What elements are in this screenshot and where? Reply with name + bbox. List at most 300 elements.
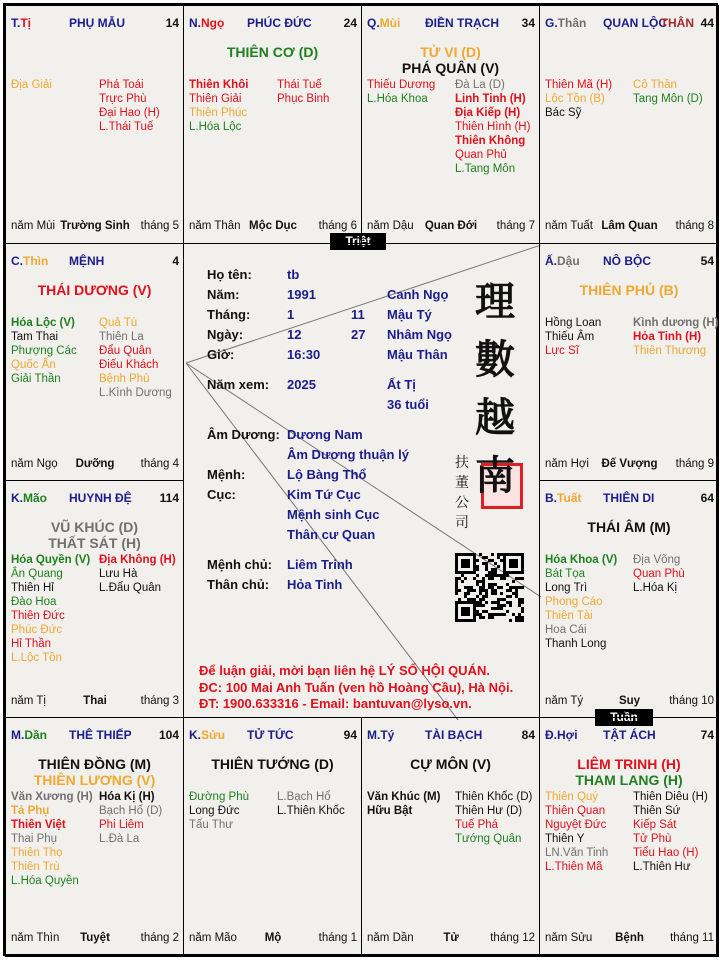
palace-tu-tuc[interactable] — [183, 717, 362, 957]
palace-footer — [545, 220, 714, 232]
palace-name: TÀI BẠCH — [425, 728, 483, 742]
stem-label: G. — [545, 16, 558, 30]
palace-name: THIÊN DI — [603, 491, 655, 505]
minor-star: Thiên Tài — [545, 610, 593, 622]
year-label: năm Tị — [11, 695, 46, 707]
minor-star: L.Hóa Quyền — [11, 875, 79, 887]
main-stars — [540, 282, 718, 298]
minor-stars-left — [11, 790, 93, 888]
minor-star: Bạch Hổ (D) — [99, 805, 163, 817]
palace-footer — [11, 458, 179, 470]
palace-no-boc[interactable] — [539, 243, 719, 481]
minor-star: Bát Tọa — [545, 568, 586, 580]
minor-star: Hóa Quyền (V) — [11, 554, 91, 566]
cuc-value: Kim Tứ Cục — [287, 487, 361, 502]
year-label: Năm: — [207, 287, 240, 302]
minor-star: Phong Cáo — [545, 596, 603, 608]
minor-star: Đường Phù — [189, 791, 249, 803]
hour-value: 16:30 — [287, 347, 321, 362]
minor-star: Thiên Quý — [545, 791, 599, 803]
branch-label: Thìn — [23, 254, 49, 268]
branch-label: Ngọ — [201, 16, 225, 30]
minor-star: L.Hóa Kị — [633, 582, 678, 594]
day-value: 12 — [287, 327, 302, 342]
minor-star: Thiên Diêu (H) — [633, 791, 708, 803]
minor-star: Quan Phủ — [455, 149, 507, 161]
minor-star: Đại Hao (H) — [99, 107, 160, 119]
year-label: năm Thân — [189, 220, 241, 232]
minor-star: Đào Hoa — [11, 596, 57, 608]
minor-stars-right — [633, 316, 718, 358]
minor-star: Nguyệt Đức — [545, 819, 607, 831]
palace-footer — [11, 220, 179, 232]
calligraphy-char: 理 — [475, 278, 515, 325]
minor-star: Phá Toái — [99, 79, 144, 91]
minor-star: Thiên Khốc (D) — [455, 791, 533, 803]
minor-star: LN.Văn Tinh — [545, 847, 609, 859]
age-number: 24 — [343, 16, 357, 30]
minor-star: Thanh Long — [545, 638, 607, 650]
palace-name: ĐIỀN TRẠCH — [425, 16, 499, 30]
minor-stars-left — [545, 316, 601, 358]
hour-label: Giờ: — [207, 347, 235, 362]
minor-star: Tử Phù — [633, 833, 672, 845]
palace-header — [545, 728, 714, 744]
calligraphy-small-char: 董 — [455, 475, 469, 491]
stem-label: C. — [11, 254, 23, 268]
branch-label: Tị — [20, 16, 32, 30]
minor-star: L.Hóa Lộc — [189, 121, 242, 133]
palace-footer — [11, 932, 179, 944]
minor-stars-left — [189, 790, 249, 832]
minor-stars-left — [11, 553, 90, 665]
minor-star: Hỉ Thần — [11, 638, 52, 650]
palace-header — [11, 491, 179, 507]
branch-label: Tý — [380, 728, 395, 742]
palace-dien-trach[interactable] — [361, 5, 540, 244]
month-label: tháng 12 — [490, 932, 535, 944]
palace-name: THÊ THIẾP — [69, 728, 132, 742]
branch-label: Dần — [24, 728, 48, 742]
minor-star: Thiên Hỉ — [11, 582, 54, 594]
calligraphy-small-char: 公 — [455, 495, 469, 511]
main-stars — [540, 756, 718, 788]
minor-star: Hữu Bật — [367, 805, 413, 817]
stem-label: M. — [11, 728, 25, 742]
calligraphy-char: 越 — [475, 394, 515, 441]
thanchu-value: Hỏa Tinh — [287, 577, 343, 592]
palace-footer — [367, 220, 535, 232]
minor-star: Văn Xương (H) — [11, 791, 93, 803]
main-star: VŨ KHÚC (D) — [50, 519, 139, 535]
main-star: THIÊN CƠ (D) — [226, 44, 319, 60]
stem-label: K. — [189, 728, 201, 742]
palace-name: TỬ TỨC — [247, 728, 294, 742]
view-year-label: Năm xem: — [207, 377, 270, 392]
minor-star: Đà La (D) — [455, 79, 505, 91]
minor-star: Quan Phù — [633, 568, 685, 580]
minor-stars-right — [277, 790, 345, 818]
year-label: năm Mùi — [11, 220, 56, 232]
minor-star: Quốc Ấn — [11, 359, 56, 371]
month-label: tháng 6 — [318, 220, 357, 232]
branch-label: Mùi — [379, 16, 401, 30]
minor-star: L.Thiên Khốc — [277, 805, 345, 817]
minor-stars-left — [367, 790, 440, 818]
amduong-value: Dương Nam — [287, 427, 363, 442]
month-value: 1 — [287, 307, 295, 322]
branch-label: Tuất — [557, 491, 582, 505]
minor-star: Hỏa Tinh (H) — [633, 331, 702, 343]
age-number: 14 — [165, 16, 179, 30]
age-number: 84 — [521, 728, 535, 742]
minor-star: Linh Tinh (H) — [455, 93, 526, 105]
than-note: Thân cư Quan — [287, 527, 376, 542]
tuan-marker: Tuần — [595, 709, 653, 726]
minor-star: Hoa Cái — [545, 624, 587, 636]
minor-stars-right — [99, 553, 176, 595]
palace-thien-di[interactable] — [539, 480, 719, 718]
minor-stars-left — [545, 790, 608, 874]
minor-star: Lưu Hà — [99, 568, 138, 580]
stem-label: Q. — [367, 16, 380, 30]
minor-star: Tướng Quân — [455, 833, 522, 845]
palace-name: NÔ BỘC — [603, 254, 651, 268]
main-star: PHÁ QUÂN (V) — [401, 60, 500, 76]
life-phase: Mộ — [264, 932, 282, 944]
year-label: năm Sửu — [545, 932, 593, 944]
main-stars — [6, 756, 183, 788]
life-phase: Tuyệt — [80, 932, 110, 944]
minor-star: Kiếp Sát — [633, 819, 677, 831]
minor-stars-right — [633, 790, 708, 874]
minor-star: Văn Khúc (M) — [367, 791, 441, 803]
year-value: 1991 — [287, 287, 316, 302]
minor-star: Thiên Không — [455, 135, 526, 147]
name-label: Họ tên: — [207, 267, 252, 282]
palace-header — [189, 16, 357, 32]
main-star: THÁI ÂM (M) — [587, 519, 671, 535]
minor-star: Thiên Thọ — [11, 847, 63, 859]
minor-stars-right — [633, 78, 703, 106]
age-number: 74 — [700, 728, 714, 742]
palace-footer — [189, 932, 357, 944]
palace-name: TẬT ÁCH — [603, 728, 656, 742]
main-star: CỰ MÔN (V) — [410, 756, 491, 772]
palace-name: PHỤ MẪU — [69, 16, 125, 30]
life-phase: Tử — [443, 932, 459, 944]
life-phase: Quan Đới — [424, 220, 478, 232]
minor-stars-right — [455, 790, 532, 846]
minor-star: Giải Thần — [11, 373, 61, 385]
main-star: THIÊN TƯỚNG (D) — [211, 756, 334, 772]
calligraphy-char: 南 — [475, 452, 515, 499]
main-star: THIÊN PHỦ (B) — [579, 282, 679, 298]
palace-phu-mau[interactable] — [5, 5, 184, 244]
view-year-canchi: Ất Tị — [387, 377, 416, 392]
center-info-panel — [185, 245, 541, 720]
palace-header — [11, 728, 179, 744]
age-number: 94 — [343, 728, 357, 742]
palace-tat-ach[interactable] — [539, 717, 719, 957]
month-canchi: Mậu Tý — [387, 307, 432, 322]
month-label: tháng 5 — [140, 220, 179, 232]
palace-header — [367, 728, 535, 744]
cuc-note: Mệnh sinh Cục — [287, 507, 380, 522]
minor-star: Thiên Thương — [633, 345, 707, 357]
minor-star: Hồng Loan — [545, 317, 602, 329]
minor-star: Tang Môn (D) — [633, 93, 703, 105]
minor-star: Địa Giải — [11, 79, 52, 91]
month-lunar: 11 — [351, 307, 365, 322]
minor-star: Thiên Y — [545, 833, 585, 845]
main-star: THIÊN ĐỒNG (M) — [38, 756, 151, 772]
qr-code-icon[interactable] — [455, 553, 525, 623]
life-phase: Trường Sinh — [60, 220, 130, 232]
branch-label: Thân — [557, 16, 587, 30]
palace-header — [367, 16, 535, 32]
main-star: LIÊM TRINH (H) — [577, 756, 681, 772]
minor-star: Địa Kiếp (H) — [455, 107, 521, 119]
minor-star: Thiên Phúc — [189, 107, 248, 119]
minor-star: Đẩu Quân — [99, 345, 152, 357]
stem-label: Đ. — [545, 728, 557, 742]
palace-header — [189, 728, 357, 744]
calligraphy-small-char: 司 — [455, 515, 469, 531]
minor-star: Thái Tuế — [277, 79, 322, 91]
age-value: 36 tuổi — [387, 397, 429, 412]
minor-star: Tấu Thư — [189, 819, 233, 831]
minor-star: Tuế Phá — [455, 819, 499, 831]
palace-footer — [189, 220, 357, 232]
main-star: THIÊN LƯƠNG (V) — [33, 772, 156, 788]
minor-star: L.Thiên Hư — [633, 861, 691, 873]
day-canchi: Nhâm Ngọ — [387, 327, 452, 342]
palace-header — [11, 254, 179, 270]
palace-phuc-duc[interactable] — [183, 5, 362, 244]
palace-header — [545, 491, 714, 507]
minor-star: Tiểu Hao (H) — [633, 847, 699, 859]
stem-label: Ấ. — [545, 254, 557, 268]
life-phase: Lâm Quan — [601, 220, 658, 232]
life-phase: Dưỡng — [75, 458, 115, 470]
palace-huynh-de[interactable] — [5, 480, 184, 718]
month-label: tháng 11 — [670, 932, 714, 944]
year-label: năm Hợi — [545, 458, 589, 470]
main-stars — [184, 756, 361, 772]
minor-star: Thiên Mã (H) — [545, 79, 613, 91]
menhchu-value: Liêm Trinh — [287, 557, 353, 572]
month-label: tháng 1 — [318, 932, 357, 944]
palace-header — [545, 16, 714, 32]
palace-header — [11, 16, 179, 32]
minor-star: Thiên Đức — [11, 610, 65, 622]
minor-star: Tam Thai — [11, 331, 59, 343]
minor-stars-right — [633, 553, 685, 595]
minor-star: L.Hóa Khoa — [367, 93, 428, 105]
minor-star: Địa Võng — [633, 554, 681, 566]
minor-star: Thai Phụ — [11, 833, 58, 845]
contact-address: ĐC: 100 Mai Anh Tuấn (ven hồ Hoàng Cầu), Hà Nội. — [199, 680, 514, 695]
minor-star: L.Thiên Mã — [545, 861, 603, 873]
minor-star: Thiên La — [99, 331, 144, 343]
minor-star: L.Lộc Tồn — [11, 652, 62, 664]
main-stars — [540, 519, 718, 535]
calligraphy-char: 數 — [475, 336, 515, 383]
menhchu-label: Mệnh chủ: — [207, 557, 272, 572]
minor-star: Quả Tú — [99, 317, 138, 329]
year-label: năm Tý — [545, 695, 584, 707]
menh-value: Lộ Bàng Thổ — [287, 467, 367, 482]
stem-label: K. — [11, 491, 23, 505]
minor-star: L.Bạch Hổ — [277, 791, 331, 803]
month-label: tháng 7 — [496, 220, 535, 232]
minor-stars-left — [545, 78, 612, 120]
palace-footer — [367, 932, 535, 944]
minor-stars-left — [189, 78, 248, 134]
palace-tai-bach[interactable] — [361, 717, 540, 957]
age-number: 114 — [159, 491, 179, 505]
main-stars — [184, 44, 361, 60]
stem-label: B. — [545, 491, 557, 505]
main-stars — [6, 282, 183, 298]
palace-name: MỆNH — [69, 254, 105, 268]
horoscope-chart — [3, 3, 718, 956]
minor-star: Thiên Hình (H) — [455, 121, 531, 133]
minor-star: L.Kình Dương — [99, 387, 172, 399]
minor-star: Thiên Quan — [545, 805, 606, 817]
stem-label: M. — [367, 728, 381, 742]
year-label: năm Ngọ — [11, 458, 58, 470]
minor-star: Cô Thần — [633, 79, 677, 91]
palace-the-thiep[interactable] — [5, 717, 184, 957]
day-lunar: 27 — [351, 327, 366, 342]
month-label: tháng 9 — [675, 458, 714, 470]
minor-star: Thiên Việt — [11, 819, 66, 831]
minor-star: Hóa Kị (H) — [99, 791, 155, 803]
minor-star: Hóa Lộc (V) — [11, 317, 75, 329]
life-phase: Thai — [83, 695, 107, 707]
minor-stars-right — [455, 78, 530, 176]
main-star: THẤT SÁT (H) — [48, 535, 141, 551]
minor-star: L.Đẩu Quân — [99, 582, 162, 594]
minor-star: Trực Phù — [99, 93, 147, 105]
minor-star: Hóa Khoa (V) — [545, 554, 618, 566]
than-marker: THÂN — [660, 16, 694, 30]
minor-star: Phi Liêm — [99, 819, 144, 831]
main-stars — [6, 519, 183, 551]
minor-stars-right — [99, 316, 172, 400]
age-number: 34 — [521, 16, 535, 30]
month-label: tháng 10 — [669, 695, 714, 707]
main-star: THÁI DƯƠNG (V) — [37, 282, 152, 298]
palace-name: QUAN LỘC — [603, 16, 667, 30]
minor-star: Ân Quang — [11, 568, 63, 580]
minor-star: Thiếu Dương — [367, 79, 436, 91]
month-label: tháng 3 — [140, 695, 179, 707]
palace-quan-loc[interactable] — [539, 5, 719, 244]
life-phase: Bệnh — [615, 932, 644, 944]
palace-menh[interactable] — [5, 243, 184, 481]
month-label: tháng 8 — [675, 220, 714, 232]
age-number: 64 — [700, 491, 714, 505]
palace-header — [545, 254, 714, 270]
triet-marker: Triệt — [330, 233, 386, 250]
palace-footer — [545, 695, 714, 707]
minor-star: Tả Phụ — [11, 805, 50, 817]
year-canchi: Canh Ngọ — [387, 287, 449, 302]
minor-stars-right — [99, 78, 160, 134]
minor-stars-left — [11, 78, 52, 92]
branch-label: Dậu — [557, 254, 580, 268]
amduong-label: Âm Dương: — [207, 427, 280, 442]
minor-star: Thiên Hư (D) — [455, 805, 523, 817]
palace-name: HUYNH ĐỆ — [69, 491, 132, 505]
palace-footer — [545, 458, 714, 470]
branch-label: Sửu — [201, 728, 226, 742]
contact-line-1: Để luận giải, mời bạn liên hệ LÝ SỐ HỘI QUÁN. — [199, 663, 490, 678]
minor-star: Lộc Tồn (B) — [545, 93, 605, 105]
stem-label: T. — [11, 16, 21, 30]
year-label: năm Dậu — [367, 220, 414, 232]
stem-label: N. — [189, 16, 201, 30]
palace-footer — [545, 932, 714, 944]
main-stars — [362, 756, 539, 772]
day-label: Ngày: — [207, 327, 244, 342]
life-phase: Mộc Dục — [249, 220, 297, 232]
minor-star: Long Đức — [189, 805, 240, 817]
menh-label: Mệnh: — [207, 467, 246, 482]
minor-star: Kình dương (H) — [633, 317, 719, 329]
month-label: tháng 2 — [140, 932, 179, 944]
minor-star: L.Thái Tuế — [99, 121, 154, 133]
minor-star: Phúc Đức — [11, 624, 63, 636]
age-number: 104 — [158, 728, 179, 742]
hour-canchi: Mậu Thân — [387, 347, 448, 362]
minor-star: Long Trì — [545, 582, 588, 594]
view-year-value: 2025 — [287, 377, 316, 392]
month-label: Tháng: — [207, 307, 251, 322]
age-number: 44 — [700, 16, 714, 30]
minor-stars-right — [99, 790, 162, 846]
minor-star: L.Đà La — [99, 833, 140, 845]
main-star: TỬ VI (D) — [420, 44, 481, 60]
year-label: năm Mão — [189, 932, 237, 944]
year-label: năm Dần — [367, 932, 414, 944]
main-stars — [362, 44, 539, 76]
minor-star: Bác Sỹ — [545, 107, 582, 119]
minor-star: Lực Sĩ — [545, 345, 579, 357]
branch-label: Hợi — [557, 728, 578, 742]
name-value: tb — [287, 267, 300, 282]
palace-footer — [11, 695, 179, 707]
minor-stars-right — [277, 78, 329, 106]
minor-star: Điếu Khách — [99, 359, 159, 371]
life-phase: Suy — [618, 695, 641, 707]
amduong-note: Âm Dương thuận lý — [287, 447, 409, 462]
minor-star: Bệnh Phù — [99, 373, 150, 385]
minor-star: Thiên Giải — [189, 93, 242, 105]
minor-star: Thiếu Âm — [545, 331, 595, 343]
month-label: tháng 4 — [140, 458, 179, 470]
main-star: THAM LANG (H) — [575, 772, 683, 788]
minor-stars-left — [545, 553, 617, 651]
year-label: năm Tuất — [545, 220, 593, 232]
year-label: năm Thìn — [11, 932, 60, 944]
age-number: 54 — [700, 254, 714, 268]
age-number: 4 — [172, 254, 179, 268]
minor-star: L.Tang Môn — [455, 163, 516, 175]
